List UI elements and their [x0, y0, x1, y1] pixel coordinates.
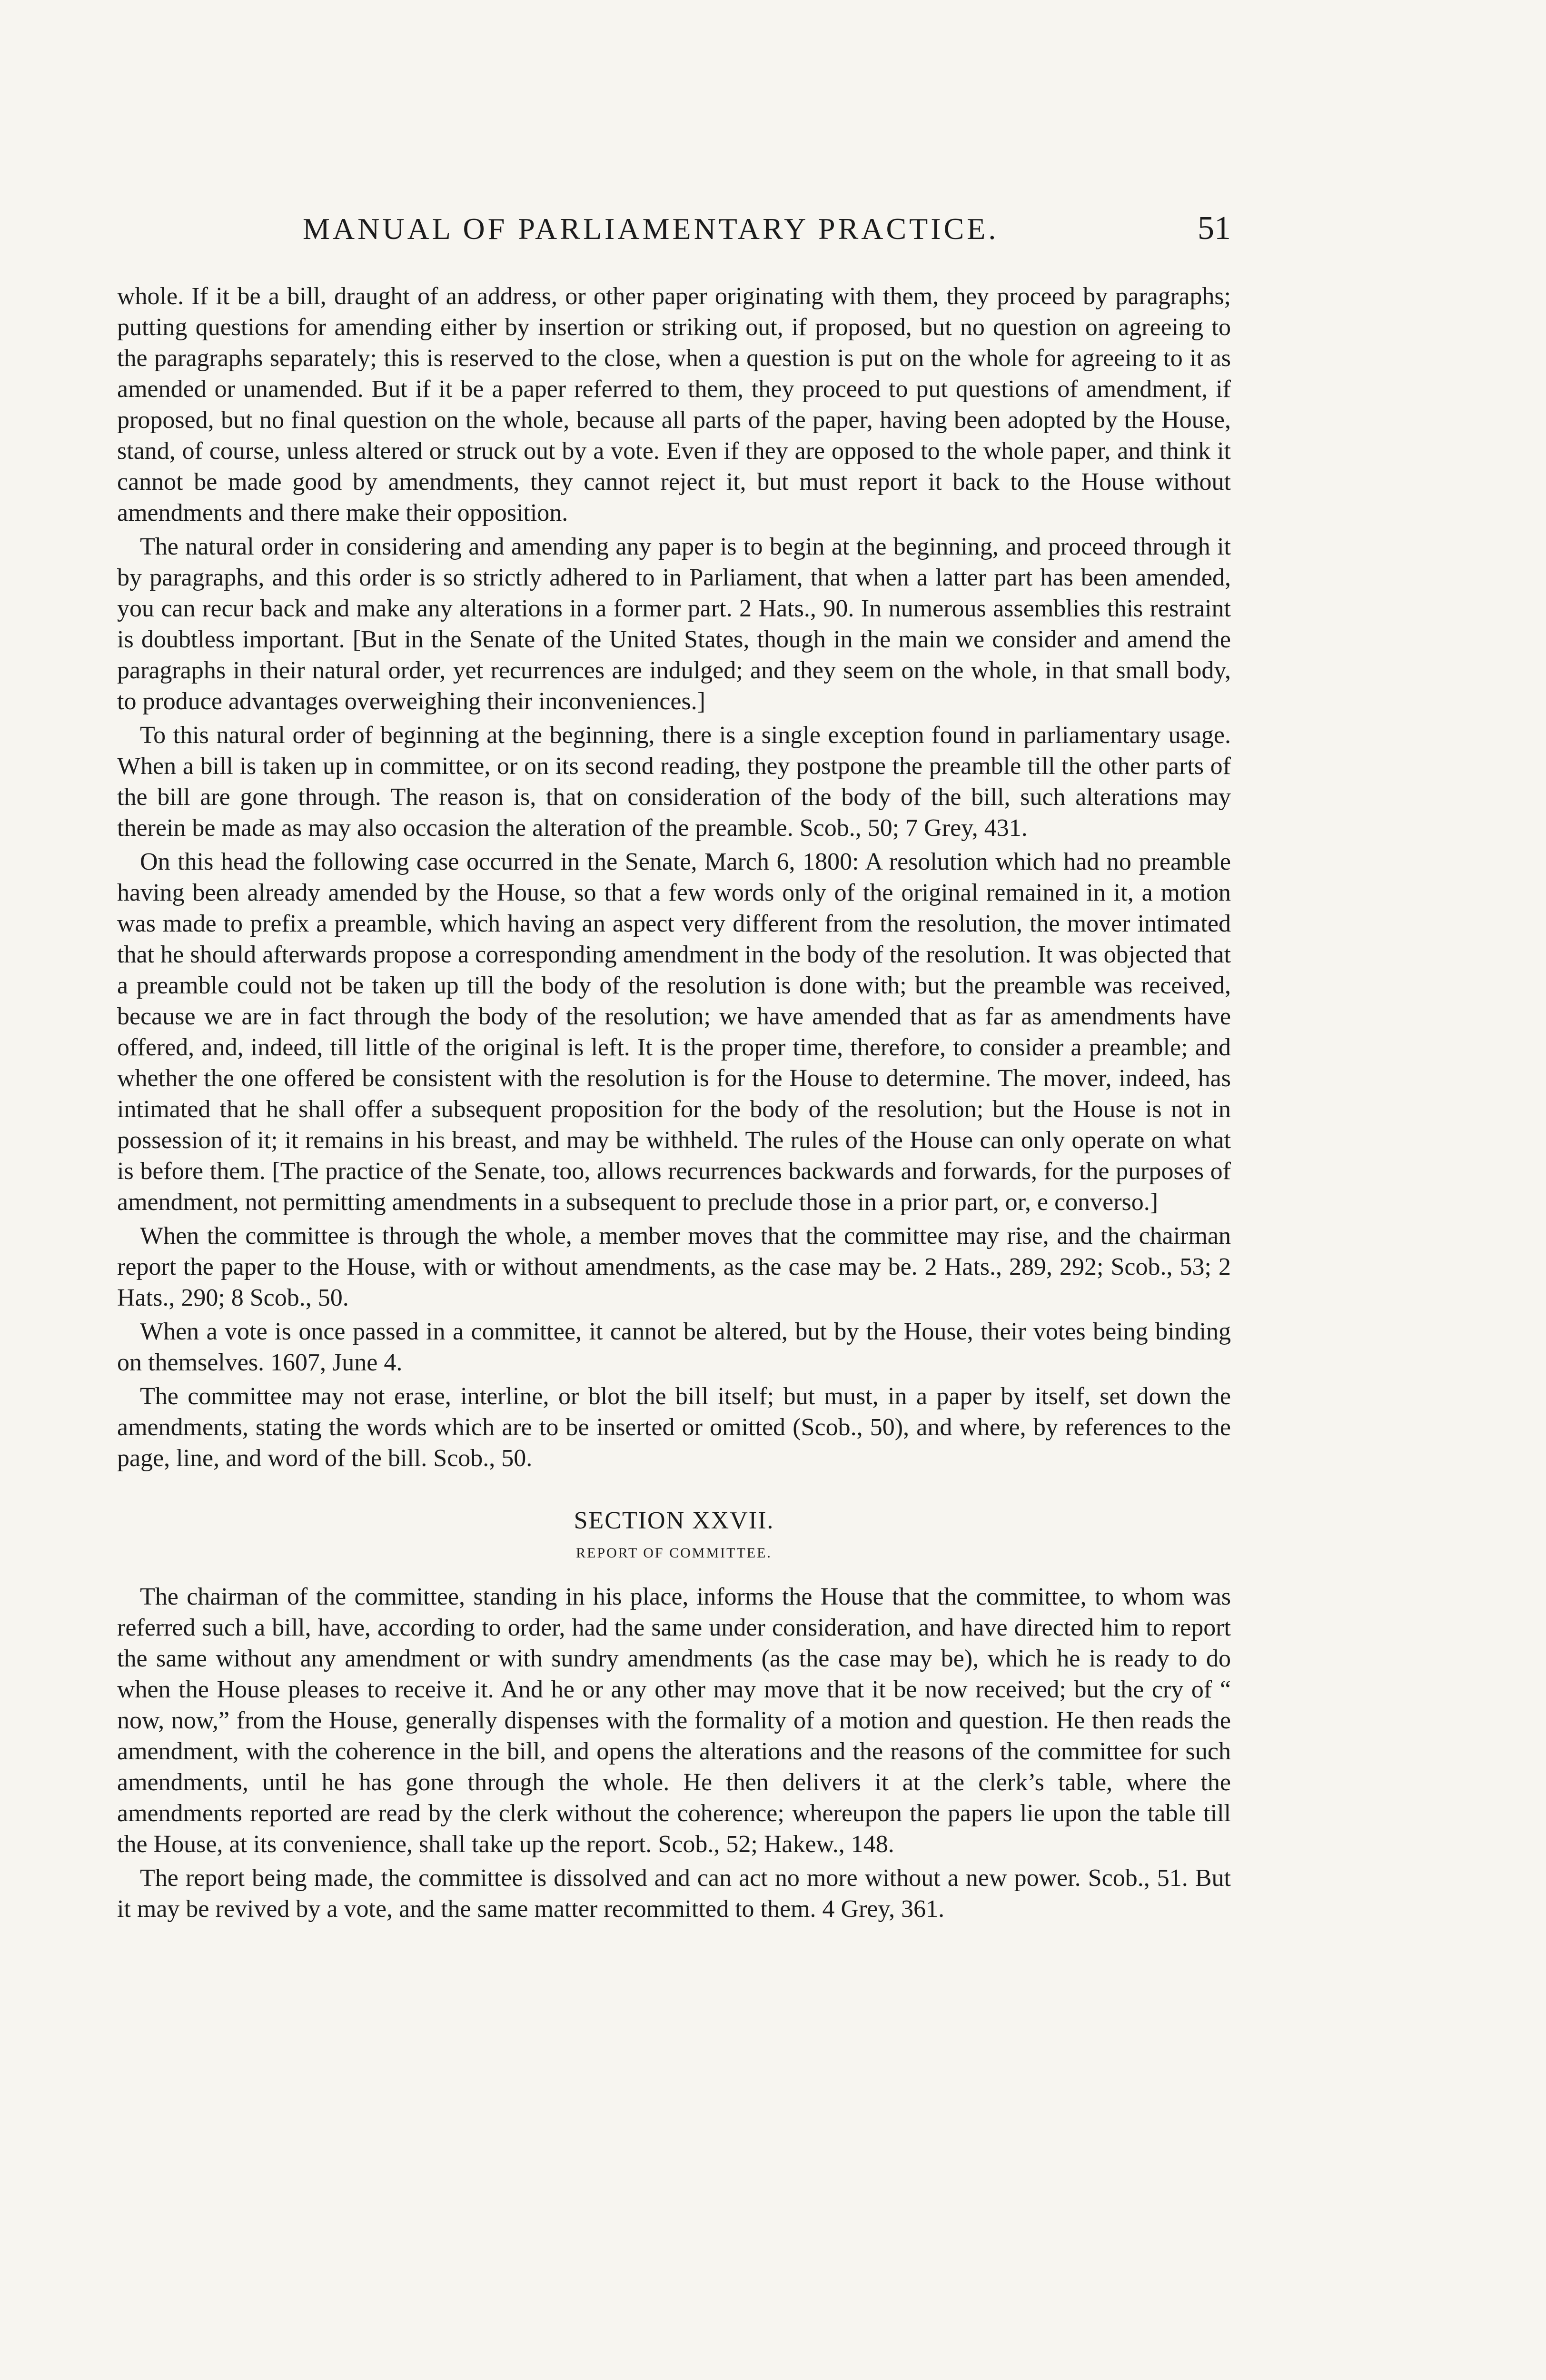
- paragraph: On this head the following case occurred in the Senate, March 6, 1800: A resolution which had no preamble having been already amended by the House, so that a few words only of the original remained in it, a motion was made to prefix a preamble, which having an aspect very different from the resolution, the mover intimated that he should afterwards propose a corresponding amendment in the body of the resolution. It was objected that a preamble could not be taken up till the body of the resolution is done with; but the preamble was received, because we are in fact through the body of the resolution; we have amended that as far as amendments have offered, and, indeed, till little of the original is left. It is the proper time, therefore, to consider a preamble; and whether the one offered be consistent with the resolution is for the House to determine. The mover, indeed, has intimated that he shall offer a subsequent proposition for the body of the resolution; but the House is not in possession of it; it remains in his breast, and may be withheld. The rules of the House can only operate on what is before them. [The practice of the Senate, too, allows recurrences backwards and forwards, for the purposes of amendment, not permitting amendments in a subsequent to preclude those in a prior part, or, e converso.]: [117, 848, 1231, 1216]
- paragraph: When a vote is once passed in a committee, it cannot be altered, but by the House, their votes being binding on themselves. 1607, June 4.: [117, 1318, 1231, 1376]
- paragraph: whole. If it be a bill, draught of an address, or other paper originating with them, they proceed by paragraphs; putting questions for amending either by insertion or striking out, if proposed, but no question on agreeing to the paragraphs separately; this is reserved to the close, when a question is put on the whole for agreeing to it as amended or unamended. But if it be a paper referred to them, they proceed to put questions of amendment, if proposed, but no final question on the whole, because all parts of the paper, having been adopted by the House, stand, of course, unless altered or struck out by a vote. Even if they are opposed to the whole paper, and think it cannot be made good by amendments, they cannot reject it, but must report it back to the House without amendments and there make their opposition.: [117, 283, 1231, 526]
- section-heading: SECTION XXVII.: [574, 1507, 774, 1534]
- paragraph: The natural order in considering and amending any paper is to begin at the beginning, and proceed through it by paragraphs, and this order is so strictly adhered to in Parliament, that when a latter part has been amended, you can recur back and make any alterations in a former part. 2 Hats., 90. In numerous assemblies this restraint is doubtless important. [But in the Senate of the United States, though in the main we consider and amend the paragraphs in their natural order, yet recurrences are indulged; and they seem on the whole, in that small body, to produce advantages overweighing their inconveniences.]: [117, 533, 1231, 715]
- paragraph: The chairman of the committee, standing in his place, informs the House that the committee, to whom was referred such a bill, have, according to order, had the same under consideration, and have directed him to report the same without any amendment or with sundry amendments (as the case may be), which he is ready to do when the House pleases to receive it. And he or any other may move that it be now received; but the cry of “ now, now,” from the House, generally dispenses with the formality of a motion and question. He then reads the amendment, with the coherence in the bill, and opens the alterations and the reasons of the committee for such amendments, until he has gone through the whole. He then delivers it at the clerk’s table, where the amendments reported are read by the clerk without the coherence; whereupon the papers lie upon the table till the House, at its convenience, shall take up the report. Scob., 52; Hakew., 148.: [117, 1583, 1231, 1858]
- body-text: [117, 281, 1231, 1924]
- page-number: 51: [1198, 210, 1231, 247]
- paragraph: The committee may not erase, interline, or blot the bill itself; but must, in a paper by itself, set down the amendments, stating the words which are to be inserted or omitted (Scob., 50), and where, by references to the page, line, and word of the bill. Scob., 50.: [117, 1383, 1231, 1472]
- paragraph: When the committee is through the whole, a member moves that the committee may rise, and the chairman report the paper to the House, with or without amendments, as the case may be. 2 Hats., 289, 292; Scob., 53; 2 Hats., 290; 8 Scob., 50.: [117, 1222, 1231, 1311]
- running-header: [117, 209, 1231, 248]
- section-subtitle: REPORT OF COMMITTEE.: [576, 1545, 772, 1561]
- paragraph: The report being made, the committee is dissolved and can act no more without a new power. Scob., 51. But it may be revived by a vote, and the same matter recommitted to them. 4 Grey, 361.: [117, 1864, 1231, 1923]
- running-title: MANUAL OF PARLIAMENTARY PRACTICE.: [303, 212, 999, 246]
- paragraph: To this natural order of beginning at the beginning, there is a single exception found in parliamentary usage. When a bill is taken up in committee, or on its second reading, they postpone the preamble till the other parts of the bill are gone through. The reason is, that on consideration of the body of the bill, such alterations may therein be made as may also occasion the alteration of the preamble. Scob., 50; 7 Grey, 431.: [117, 722, 1231, 842]
